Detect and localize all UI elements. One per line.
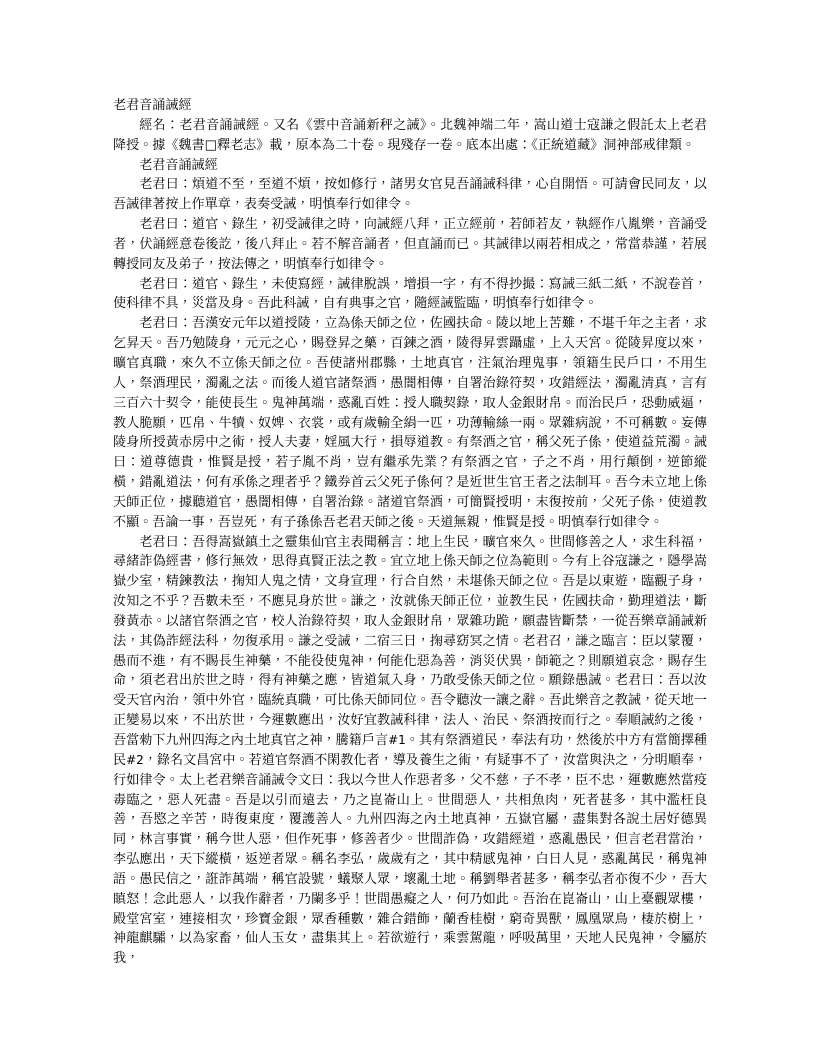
- scripture-paragraph-1: 老君曰：煩道不至，至道不煩，按如修行，諸男女官見吾誦誡科律，心自開悟。可請會民同友，以吾誡律著按上作單章，表奏受誡，明慎奉行如律令。: [113, 177, 707, 213]
- scripture-paragraph-3: 老君曰：道官、錄生，未使寫經，誡律脫誤，增損一字，有不得抄撮：寫誡三紙二紙，不說卷首，使科律不具，災當及身。吾此科誡，自有典事之官，隨經誡監臨，明慎奉行如律令。: [113, 276, 707, 312]
- paragraph-5-segment-between-footnotes: 。其有祭酒道民，奉法有功，然後於中方有當簡擇種民: [113, 733, 708, 768]
- document-body: [113, 96, 707, 969]
- footnote-marker-1: #1: [388, 733, 406, 747]
- paragraph-5-segment-after-footnote-2: ，錄名文昌宮中。若道官祭酒不閑教化者，導及養生之術，有疑事不了，汝當與決之，分明順奉，行如律令。太上老君樂音誦誡令文曰：我以今世人作惡者多，父不慈，子不孝，臣不忠，運數應然當疫毒臨之，惡人死盡。吾是以引而遠去，乃之崑崙山上。世間惡人，共相魚肉，死者甚多，其中濫枉良善，吾愍之辛苦，時復東度，覆護善人。九州四海之內土地真神，五嶽官屬，盡集對各說土居好德異同，林言事實，稱今世人惡，但作死事，修善者少。世間詐偽，攻錯經道，惑亂愚民，但言老君當治，李弘應出，天下縱橫，返逆者眾。稱名李弘，歲歲有之，其中精感鬼神，白日人見，惑亂萬民，稱鬼神語。愚民信之，誑詐萬端，稱官設號，蟻聚人眾，壞亂土地。稱劉舉者甚多，稱李弘者亦復不少，吾大瞋怒！念此惡人，以我作辭者，乃闌多乎！世間愚癡之人，何乃如此。吾治在崑崙山，山上臺觀眾樓，殿堂宮室，連接相次，珍寶金銀，眾香種數，雜合錯飾，蘭香桂樹，窮奇異獸，鳳凰眾鳥，棲於樹上，神龍麒驦，以為家畜，仙人玉女，盡集其上。若欲遊行，乘雲駕龍，呼吸萬里，天地人民鬼神，令屬於我，: [113, 752, 708, 967]
- page-title: 老君音誦誡經: [113, 98, 192, 113]
- footnote-marker-2: #2: [126, 752, 144, 767]
- scripture-paragraph-2: 老君曰：道官、錄生，初受誡律之時，向誡經八拜，正立經前，若師若友，執經作八胤樂，音誦受者，伏誦經意卷後訖，後八拜止。若不解音誦者，但直誦而已。其誡律以兩若相成之，常當恭謹，若展轉授同友及弟子，按法傳之，明慎奉行如律令。: [113, 217, 707, 272]
- inner-title: 老君音誦誡經: [139, 157, 218, 173]
- scripture-paragraph-5: [113, 533, 707, 970]
- colophon-paragraph: 經名：老君音誦誡經。又名《雲中音誦新秤之誡》。北魏神端二年，嵩山道士寇謙之假託太上老君降授。據《魏書□釋老志》載，原本為二十卷。現殘存一卷。底本出處：《正統道藏》洞神部戒律類。: [113, 117, 707, 153]
- paragraph-5-segment-before-footnote-1: 老君曰：吾得嵩嶽鎮土之靈集仙官主表聞稱言：地上生民，曠官來久。世間修善之人，求生科福，尋緒詐偽經書，修行無效，思得真賢正法之教。宜立地上係天師之位為範則。今有上谷寇謙之，隱學嵩嶽少室，精鍊教法，掬知人鬼之情，文身宣理，行合自然，未堪係天師之位。吾是以東遊，臨觀子身，汝知之不乎？吾數未至，不應見身於世。謙之，汝就係天師正位，並教生民，佐國扶命，勤理道法，斷發黃赤。以諸官祭酒之官，校人治錄符契，取人金銀財帛，眾雜功跪，願盡皆斷禁，一從吾樂章誦誡新法，其偽詐經法科，勿復承用。謙之受誡，二宿三日，掬尋窈冥之情。老君召，謙之臨言：臣以蒙覆，愚而不進，有不賜長生神藥，不能役使鬼神，何能化惡為善，消災伏異，師範之？則願道哀念，賜存生命，須老君出於世之時，得有神藥之應，皆道氣入身，乃敢受係天師之位。願錄愚誡。老君曰：吾以汝受天官內治，領中外官，臨統真職，可比係天師同位。吾令聽汝一讓之辭。吾此樂音之教誡，從天地一正變易以來，不出於世，今運數應出，汝好宜教誡科律，法人、治民、祭酒按而行之。奉順誡約之後，吾當勑下九州四海之內土地真官之神，騰籍戶言: [113, 534, 707, 748]
- scripture-paragraph-4: 老君曰：吾漢安元年以道授陵，立為係天師之位，佐國扶命。陵以地上苦難，不堪千年之主者，求乞昇天。吾乃勉陵身，元元之心，賜登昇之藥，百鍊之酒，陵得昇雲躡虛，上入天宮。從陵昇度以來，曠官真職，來久不立係天師之位。吾使諸州郡縣，土地真官，注氣治理鬼事，領籍生民戶口，不用生人，祭酒理民，濁亂之法。而後人道官諸祭酒，愚闇相傳，自署治錄符契，攻錯經法，濁亂清真，言有三百六十契令，能使長生。鬼神萬端，惑亂百姓：授人職契錄，取人金銀財帛。而治民戶，恐動威逼，教人脆願，匹帛、牛犢、奴婢、衣裳，或有歲輸全絹一匹，功薄輸絲一兩。眾雜病說，不可稱數。妄傳陵身所授黃赤房中之術，授人夫妻，婬風大行，損辱道教。有祭酒之官，稱父死子係，使道益荒濁。誡曰：道尊德貴，惟賢是授，若子胤不肖，豈有繼承先業？有祭酒之官，子之不肖，用行顛倒，逆節縱橫，錯亂道法，何有承係之理者乎？鐵券首云父死子係何？是近世生官王者之法制耳。吾今未立地上係天師正位，據聽道官，愚闇相傳，自署治錄。諸道官祭酒，可簡賢授明，末復按前，父死子係，使道教不顯。吾論一事，吾豈死，有子孫係吾老君天師之後。天道無親，惟賢是授。明慎奉行如律令。: [113, 316, 707, 530]
